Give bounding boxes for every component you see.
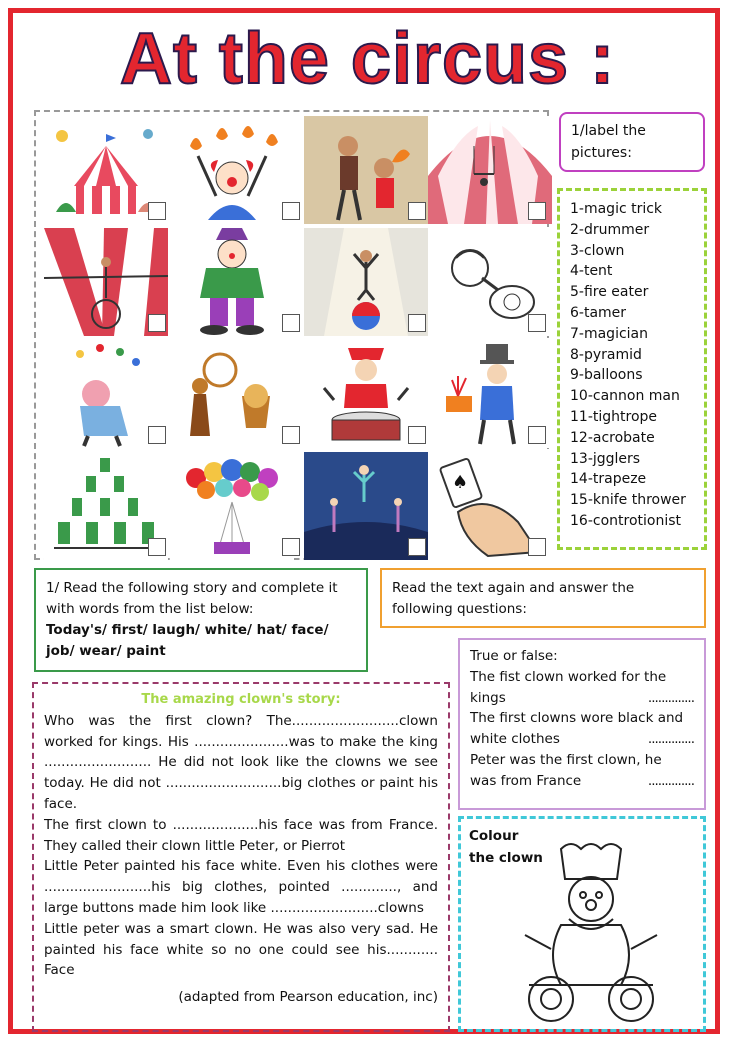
- answer-blank[interactable]: ..............: [647, 689, 694, 706]
- story-instruction-text: 1/ Read the following story and complete it with words from the list below:: [46, 580, 338, 617]
- story-paragraph: Little Peter painted his face white. Even his clothes were .........................his big clothes, pointed ............., and large buttons made him look like .........................clowns: [44, 858, 438, 916]
- answer-box[interactable]: [282, 538, 300, 556]
- word-list-item: 3-clown: [570, 242, 625, 259]
- word-list-item: 8-pyramid: [570, 346, 642, 363]
- story-instruction-box: [34, 568, 368, 672]
- word-list-item: 16-controtionist: [570, 512, 681, 529]
- colouring-label-line: Colour: [469, 828, 519, 844]
- answer-box[interactable]: [528, 314, 546, 332]
- word-list-item: 14-trapeze: [570, 471, 647, 488]
- word-list-item: 5-fire eater: [570, 284, 649, 301]
- word-list-item: 1-magic trick: [570, 201, 663, 217]
- answer-box[interactable]: [148, 538, 166, 556]
- answer-box[interactable]: [148, 426, 166, 444]
- answer-box[interactable]: [528, 202, 546, 220]
- story-box: [32, 682, 450, 1032]
- word-list-item: 9-balloons: [570, 367, 643, 384]
- word-list-item: 4-tent: [570, 263, 613, 280]
- questions-instruction-box: [380, 568, 706, 628]
- label-instruction-text: 1/label the pictures:: [571, 123, 646, 161]
- answer-blank[interactable]: ..............: [647, 772, 694, 789]
- story-title: The amazing clown's story:: [141, 692, 341, 707]
- word-list-item: 2-drummer: [570, 221, 650, 238]
- svg-text:♠: ♠: [452, 472, 469, 493]
- story-paragraph: The first clown to ....................his face was from France. They called their clown little Peter, or Pierrot: [44, 816, 438, 854]
- word-list-item: 7-magician: [570, 325, 648, 342]
- answer-box[interactable]: [282, 202, 300, 220]
- answer-blank[interactable]: ..............: [647, 731, 694, 748]
- question-text: The first clowns wore black and: [470, 710, 684, 727]
- word-list-item: 11-tightrope: [570, 408, 658, 425]
- story-paragraph: Who was the first clown? The.........................clown worked for kings. His ......................was to make the king ......................... He did not look like the clowns we see today. He did not ...........................big clothes or paint his face.: [44, 712, 438, 812]
- answer-box[interactable]: [408, 538, 426, 556]
- question-text: The fist clown worked for the: [470, 668, 667, 685]
- word-list-item: 15-knife thrower: [570, 492, 686, 509]
- question-text: kings: [470, 689, 506, 706]
- answer-box[interactable]: [528, 426, 546, 444]
- word-list-item: 12-acrobate: [570, 429, 655, 446]
- colouring-box: [458, 816, 706, 1032]
- label-instruction-box: [559, 112, 705, 172]
- clown-outline-drawing[interactable]: [491, 839, 671, 1029]
- answer-box[interactable]: [282, 426, 300, 444]
- story-credit: (adapted from Pearson education, inc): [178, 989, 438, 1006]
- answer-box[interactable]: [408, 314, 426, 332]
- word-list-item: 13-jgglers: [570, 450, 641, 467]
- page-title: At the circus :: [119, 19, 616, 99]
- answer-box[interactable]: [528, 538, 546, 556]
- word-list-item: 10-cannon man: [570, 388, 680, 405]
- questions-instruction-text: Read the text again and answer the following questions:: [392, 580, 635, 617]
- word-bank: Today's/ first/ laugh/ white/ hat/ face/ job/ wear/ paint: [46, 622, 329, 659]
- picture-grid: [34, 110, 549, 560]
- true-false-box: [458, 638, 706, 810]
- question-text: white clothes: [470, 731, 560, 748]
- word-list-box: [557, 188, 707, 550]
- colouring-label-line: the clown: [469, 850, 543, 866]
- true-false-heading: True or false:: [470, 648, 558, 664]
- picture-clown: [170, 228, 294, 336]
- picture-fire-juggler-clown: [170, 116, 294, 224]
- word-list-item: 6-tamer: [570, 304, 627, 321]
- picture-lion-tamer: [170, 340, 294, 448]
- answer-box[interactable]: [282, 314, 300, 332]
- picture-balloons: [170, 452, 294, 560]
- question-text: was from France: [470, 772, 582, 789]
- answer-box[interactable]: [148, 314, 166, 332]
- question-text: Peter was the first clown, he: [470, 751, 662, 768]
- story-paragraph: Little peter was a smart clown. He was also very sad. He painted his face white so no one could see his............ Face: [44, 920, 438, 979]
- answer-box[interactable]: [408, 202, 426, 220]
- answer-box[interactable]: [408, 426, 426, 444]
- answer-box[interactable]: [148, 202, 166, 220]
